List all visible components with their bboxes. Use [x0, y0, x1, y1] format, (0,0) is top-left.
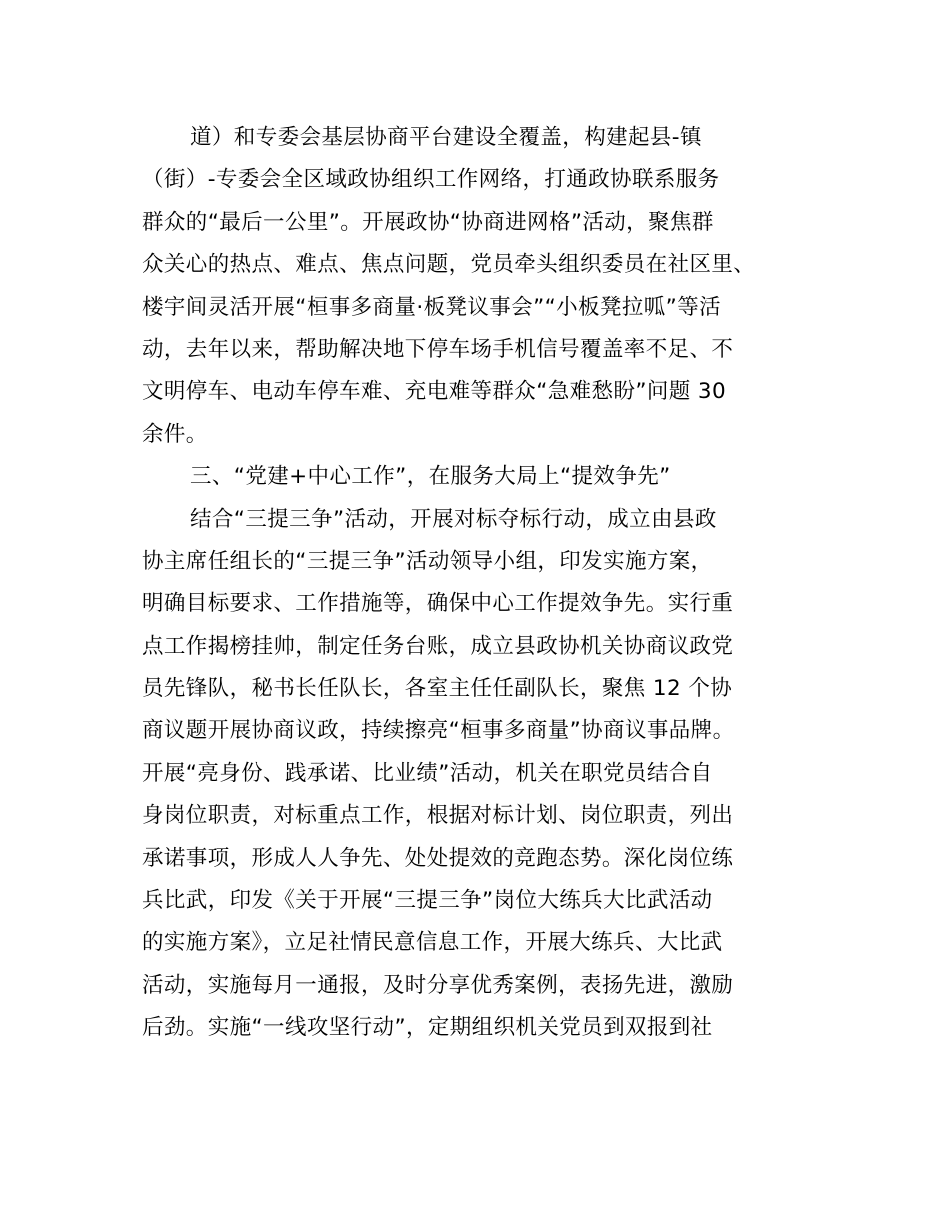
paragraph-line: 承诺事项，形成人人争先、处处提效的竞跑态势。深化岗位练 — [142, 845, 734, 871]
paragraph-line: 众关心的热点、难点、焦点问题，党员牵头组织委员在社区里、 — [142, 252, 756, 278]
paragraph-line: 活动，实施每月一通报，及时分享优秀案例，表扬先进，激励 — [142, 972, 734, 998]
section-heading: 三、“党建+中心工作”，在服务大局上“提效争先” — [190, 464, 671, 490]
paragraph-line: 开展“亮身份、践承诺、比业绩”活动，机关在职党员结合自 — [142, 760, 713, 786]
paragraph-line: 群众的“最后一公里”。开展政协“协商进网格”活动，聚焦群 — [142, 209, 714, 235]
document-body — [142, 117, 822, 1050]
paragraph-line: （街）-专委会全区域政协组织工作网络，打通政协联系服务 — [142, 167, 720, 193]
paragraph-line: 楼宇间灵活开展“桓事多商量·板凳议事会”“小板凳拉呱”等活 — [142, 294, 721, 320]
paragraph-line: 明确目标要求、工作措施等，确保中心工作提效争先。实行重 — [142, 591, 734, 617]
paragraph-line: 余件。 — [142, 421, 208, 447]
paragraph-line: 点工作揭榜挂帅，制定任务台账，成立县政协机关协商议政党 — [142, 633, 734, 659]
paragraph-line: 道）和专委会基层协商平台建设全覆盖，构建起县-镇 — [190, 125, 702, 150]
paragraph-line: 文明停车、电动车停车难、充电难等群众“急难愁盼”问题 30 — [142, 379, 727, 405]
paragraph-line: 身岗位职责，对标重点工作，根据对标计划、岗位职责，列出 — [142, 803, 734, 829]
paragraph-line: 员先锋队，秘书长任队长，各室主任任副队长，聚焦 12 个协 — [142, 676, 733, 702]
paragraph-line: 兵比武，印发《关于开展“三提三争”岗位大练兵大比武活动 — [142, 888, 713, 914]
paragraph-line: 商议题开展协商议政，持续擦亮“桓事多商量”协商议事品牌。 — [142, 718, 735, 744]
paragraph-line: 后劲。实施“一线攻坚行动”，定期组织机关党员到双报到社 — [142, 1015, 713, 1041]
paragraph-line: 结合“三提三争”活动，开展对标夺标行动，成立由县政 — [190, 506, 717, 532]
paragraph-line: 的实施方案》，立足社情民意信息工作，开展大练兵、大比武 — [142, 930, 723, 956]
paragraph-line: 协主席任组长的“三提三争”活动领导小组，印发实施方案， — [142, 548, 713, 574]
paragraph-line: 动，去年以来，帮助解决地下停车场手机信号覆盖率不足、不 — [142, 336, 734, 362]
